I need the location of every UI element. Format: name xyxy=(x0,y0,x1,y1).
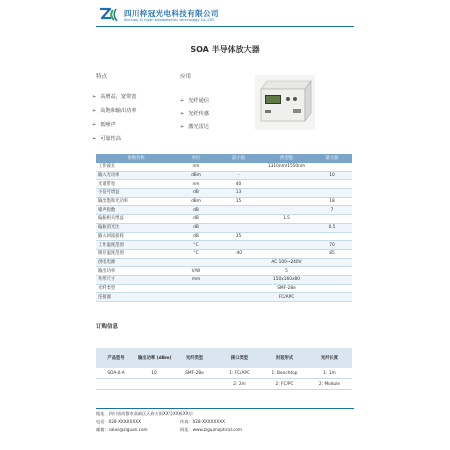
table-cell: dB xyxy=(176,215,216,224)
table-cell: 2: 2m xyxy=(217,379,262,390)
table-cell: 工作温度范围 xyxy=(96,241,176,250)
order-info-label: 订购信息 xyxy=(96,324,119,330)
table-cell xyxy=(261,223,312,232)
table-cell: dB xyxy=(176,206,216,215)
table-cell: -40 xyxy=(216,249,261,258)
table-cell: 10 xyxy=(312,171,352,180)
table-cell xyxy=(216,293,261,302)
table-cell xyxy=(312,293,352,302)
spec-table-header xyxy=(96,154,352,163)
table-cell: 储存温度范围 xyxy=(96,249,176,258)
table-cell: 150x160x80 xyxy=(261,275,312,284)
column-header: 单位 xyxy=(176,154,216,163)
table-cell xyxy=(216,223,261,232)
footer-address: 地址：四川省成都市高新区天府五街XX号XX栋XX层 xyxy=(96,411,193,416)
column-header: 封装形式 xyxy=(262,348,307,368)
table-cell: 输出饱和光功率 xyxy=(96,197,176,206)
footer-email: 邮箱：sales@ziguan.com xyxy=(96,427,148,432)
table-row xyxy=(96,267,352,276)
table-cell: 小信号增益 xyxy=(96,189,176,198)
table-cell: mm xyxy=(176,275,216,284)
feature-item: ➢ 低噪声 xyxy=(92,121,116,128)
table-cell: 光谱带宽 xyxy=(96,180,176,189)
table-cell: 7 xyxy=(312,206,352,215)
table-cell: - xyxy=(216,171,261,180)
footer-fax: 传真：028-XXXXXXXX xyxy=(180,419,226,424)
product-image xyxy=(255,75,315,130)
footer-divider xyxy=(96,408,354,409)
table-cell: dB xyxy=(176,189,216,198)
table-cell: 35 xyxy=(216,232,261,241)
table-cell xyxy=(312,232,352,241)
table-row xyxy=(96,232,352,241)
table-cell xyxy=(261,189,312,198)
table-row xyxy=(96,249,352,258)
table-row xyxy=(96,206,352,215)
table-cell: 0.5 xyxy=(312,223,352,232)
table-row xyxy=(96,197,352,206)
table-cell xyxy=(312,267,352,276)
column-header: 最大值 xyxy=(312,154,352,163)
table-row xyxy=(96,241,352,250)
table-cell: 2: Module xyxy=(307,379,352,390)
table-cell xyxy=(261,241,312,250)
table-cell: 13 xyxy=(216,189,261,198)
table-cell: 40 xyxy=(216,180,261,189)
table-cell xyxy=(312,275,352,284)
column-header: 输出功率 (dBm) xyxy=(136,348,172,368)
table-row xyxy=(96,275,352,284)
table-cell xyxy=(312,163,352,171)
table-cell: nm xyxy=(176,180,216,189)
column-header: 光纤长度 xyxy=(307,348,352,368)
table-row xyxy=(96,284,352,293)
table-cell: 85 xyxy=(312,249,352,258)
table-cell: 1.5 xyxy=(261,215,312,224)
order-table xyxy=(96,348,352,390)
table-cell xyxy=(312,180,352,189)
table-row xyxy=(96,163,352,171)
table-row xyxy=(96,293,352,302)
table-cell: 1310nm/1550nm xyxy=(261,163,312,171)
feature-item: ➢ 高饱和输出功率 xyxy=(92,107,137,114)
table-cell: 1: 1m xyxy=(307,368,352,379)
table-cell: 供电电源 xyxy=(96,258,176,267)
footer-phone: 电话：028-XXXXXXXX xyxy=(96,419,142,424)
table-cell: dB xyxy=(176,232,216,241)
table-cell: 输出功率 xyxy=(96,267,176,276)
table-cell: AC 100~240V xyxy=(261,258,312,267)
table-cell: 外形尺寸 xyxy=(96,275,176,284)
table-cell: SMF-28e xyxy=(172,368,217,379)
table-row xyxy=(96,180,352,189)
table-cell xyxy=(261,180,312,189)
table-cell: 光纤类型 xyxy=(96,284,176,293)
table-row xyxy=(96,379,352,390)
table-cell: dBm xyxy=(176,171,216,180)
table-cell xyxy=(176,284,216,293)
table-cell xyxy=(261,197,312,206)
table-row xyxy=(96,171,352,180)
table-cell xyxy=(216,284,261,293)
table-cell: V/W xyxy=(176,267,216,276)
table-cell xyxy=(216,215,261,224)
table-cell xyxy=(96,379,136,390)
footer-website[interactable]: 网址：www.ziguanoptical.com xyxy=(180,427,243,432)
table-cell: SMF-28e xyxy=(261,284,312,293)
table-cell: 10 xyxy=(136,368,172,379)
order-table-header xyxy=(96,348,352,368)
header-divider xyxy=(96,26,354,27)
table-row xyxy=(96,223,352,232)
table-cell: 5 xyxy=(261,267,312,276)
table-row xyxy=(96,215,352,224)
application-item: ➢ 光纤通信 xyxy=(180,97,209,104)
table-cell: 18 xyxy=(312,197,352,206)
column-header: 参数名称 xyxy=(96,154,176,163)
application-item: ➢ 光纤传感 xyxy=(180,110,209,117)
table-cell xyxy=(216,258,261,267)
table-cell: 2: FC/PC xyxy=(262,379,307,390)
table-cell: 偏振相关增益 xyxy=(96,215,176,224)
table-cell xyxy=(176,258,216,267)
table-cell: 输入回波损耗 xyxy=(96,232,176,241)
table-cell: 70 xyxy=(312,241,352,250)
table-cell xyxy=(261,171,312,180)
table-cell xyxy=(312,189,352,198)
table-cell xyxy=(216,206,261,215)
table-cell: 输入光功率 xyxy=(96,171,176,180)
table-cell xyxy=(216,163,261,171)
table-cell: °C xyxy=(176,241,216,250)
table-row xyxy=(96,258,352,267)
table-cell: 15 xyxy=(216,197,261,206)
table-cell: 工作波长 xyxy=(96,163,176,171)
table-cell xyxy=(172,379,217,390)
company-name-en: Sichuan Zi Guan photoelectric technology Co.,LTD xyxy=(124,18,214,22)
column-header: 最小值 xyxy=(216,154,261,163)
table-cell: nm xyxy=(176,163,216,171)
company-logo xyxy=(98,6,120,24)
table-cell: dB xyxy=(176,223,216,232)
table-cell xyxy=(261,206,312,215)
table-cell xyxy=(261,249,312,258)
table-row xyxy=(96,368,352,379)
column-header: 产品型号 xyxy=(96,348,136,368)
table-cell: °C xyxy=(176,249,216,258)
table-row xyxy=(96,189,352,198)
table-cell xyxy=(216,267,261,276)
table-cell xyxy=(312,284,352,293)
feature-item: ➢ 高增益，宽带宽 xyxy=(92,93,137,100)
feature-item: ➢ 可靠性高 xyxy=(92,135,121,142)
column-header: 典型值 xyxy=(261,154,312,163)
table-cell xyxy=(312,258,352,267)
table-cell xyxy=(136,379,172,390)
page-title: SOA 半导体放大器 xyxy=(190,45,260,54)
table-cell: SOA-X-A xyxy=(96,368,136,379)
table-cell: 1: Benchtop xyxy=(262,368,307,379)
features-label: 特点 xyxy=(96,74,108,80)
table-cell xyxy=(312,215,352,224)
table-cell: 噪声指数 xyxy=(96,206,176,215)
table-cell xyxy=(176,293,216,302)
table-cell xyxy=(216,275,261,284)
column-header: 光纤类型 xyxy=(172,348,217,368)
table-cell: FC/APC xyxy=(261,293,312,302)
table-cell: 1: FC/APC xyxy=(217,368,262,379)
table-cell: dBm xyxy=(176,197,216,206)
application-item: ➢ 激光雷达 xyxy=(180,123,209,130)
spec-table xyxy=(96,154,352,302)
table-cell: 偏振消光比 xyxy=(96,223,176,232)
column-header: 接口类型 xyxy=(217,348,262,368)
table-cell xyxy=(261,232,312,241)
table-cell: 连接器 xyxy=(96,293,176,302)
table-cell xyxy=(216,241,261,250)
company-name-cn: 四川梓冠光电科技有限公司 xyxy=(124,9,219,18)
applications-label: 应用 xyxy=(180,74,192,80)
